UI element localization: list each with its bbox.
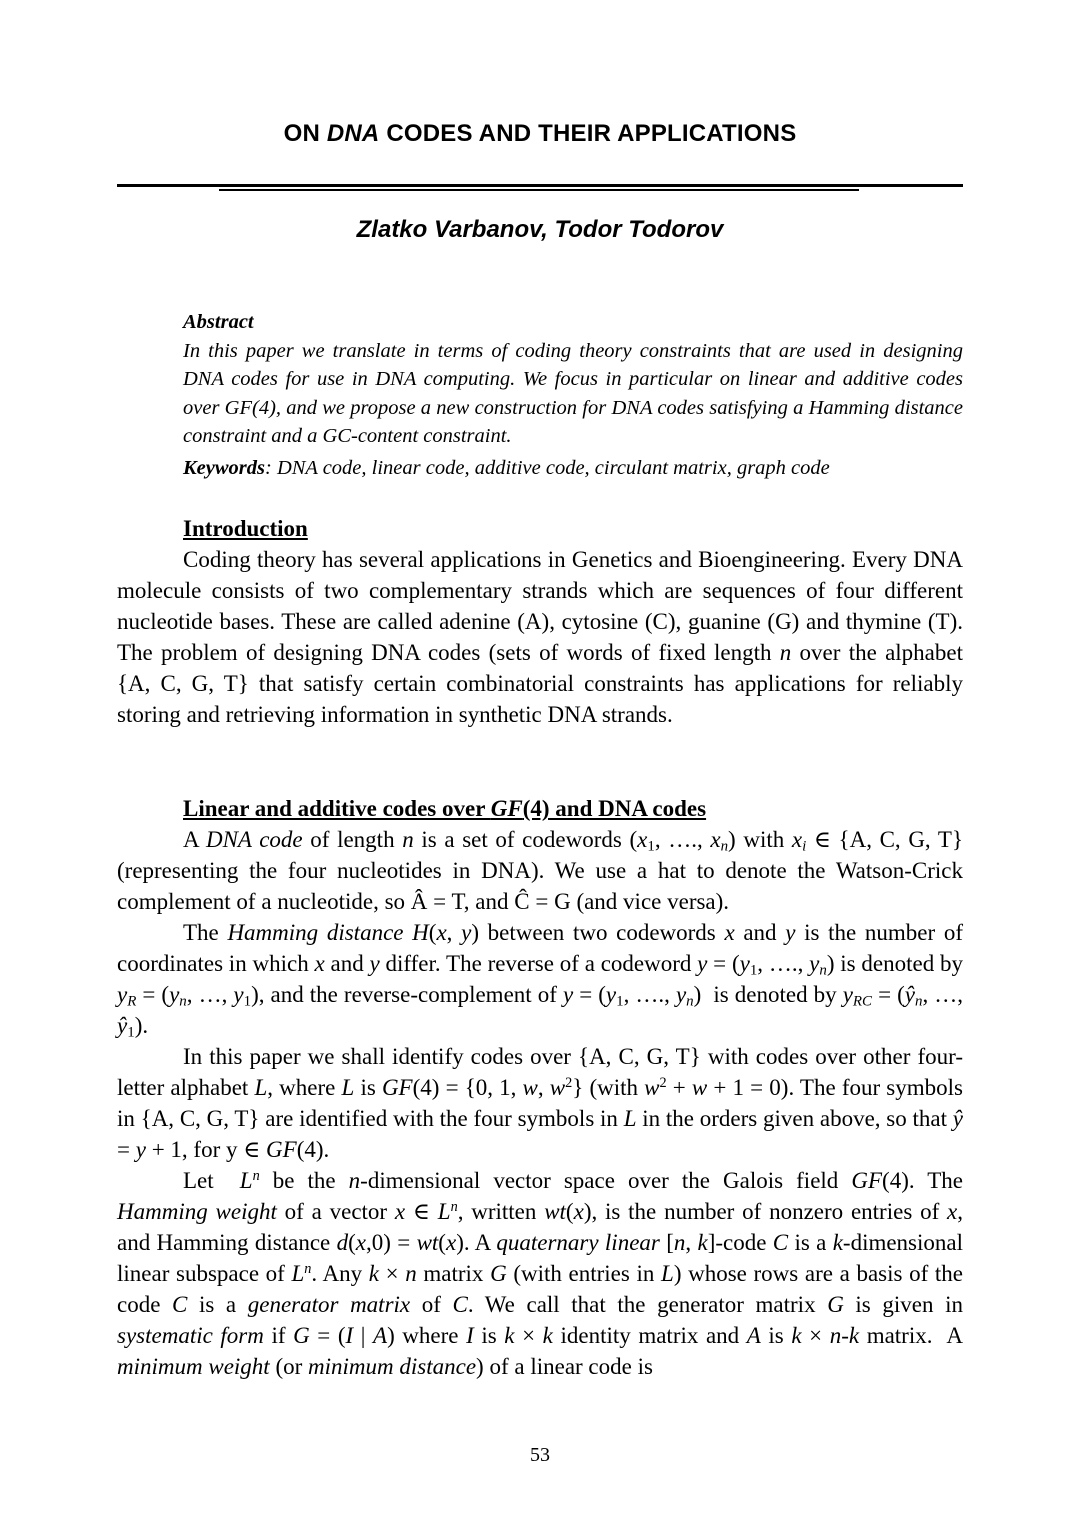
title-rule-bottom: [219, 189, 859, 191]
gf4-identification-paragraph: In this paper we shall identify codes over {A, C, G, T} with codes over other four-letter alphabet L, where L is GF(4) = {0, 1, w, $w^2$} (with $w^2 + w + 1 = 0$). The four symbols in {A, C, G, T} are identified with the four symbols in L in the orders given above, so that ŷ = y + 1, for y ∈ GF(4).: [117, 1044, 963, 1162]
paper-title: ON DNA CODES AND THEIR APPLICATIONS: [283, 120, 797, 147]
page-number: 53: [530, 1444, 550, 1466]
introduction-paragraph: Coding theory has several applications in Genetics and Bioengineering. Every DNA molecule consists of two complementary strands which are sequences of four different nucleotide bases. These are called adenine (A), cytosine (C), guanine (G) and thymine (T). The problem of designing DNA codes (sets of words of fixed length n over the alphabet {A, C, G, T} that satisfy certain combinatorial constraints has applications for reliably storing and retrieving information in synthetic DNA strands.: [117, 547, 963, 727]
keywords-label: Keywords: [183, 457, 265, 479]
abstract-text: In this paper we translate in terms of coding theory constraints that are used in designing DNA codes for use in DNA computing. We focus in particular on linear and additive codes over GF(4), and we propose a new construction for DNA codes satisfying a Hamming distance constraint and a GC-content constraint.: [183, 339, 963, 447]
dna-code-paragraph: A DNA code of length n is a set of codewords ($x_1$, …., $x_n$) with $x_i$ ∈ {A, C, G, T} (representing the four nucleotides in DNA). We use a hat to denote the Watson-Crick complement of a nucleotide, so Â = T, and Ĉ = G (and vice versa).: [117, 827, 963, 914]
linear-codes-section: [117, 793, 963, 1382]
keywords-text: : DNA code, linear code, additive code, circulant matrix, graph code: [265, 457, 830, 479]
introduction-heading: Introduction: [183, 516, 308, 541]
abstract: [183, 308, 963, 451]
vector-space-paragraph: Let $L^n$ be the n-dimensional vector space over the Galois field GF(4). The Hamming weight of a vector x ∈ $L^n$, written wt(x), is the number of nonzero entries of x, and Hamming distance d(x,0) = wt(x). A quaternary linear [n, k]-code C is a k-dimensional linear subspace of $L^n$. Any k × n matrix G (with entries in L) whose rows are a basis of the code C is a generator matrix of C. We call that the generator matrix G is given in systematic form if G = (I | A) where I is k × k identity matrix and A is k × n-k matrix. A minimum weight (or minimum distance) of a linear code is: [117, 1168, 964, 1379]
abstract-heading: Abstract: [183, 311, 254, 333]
keywords: [183, 454, 963, 482]
hamming-distance-paragraph: The Hamming distance H(x, y) between two codewords x and y is the number of coordinates in which x and y differ. The reverse of a codeword $y = (y_1$, …., $y_n$) is denoted by $y_R = (y_n$, …, $y_1$), and the reverse-complement of $y = (y_1$, …., $y_n$) is denoted by $y_{RC}$ = ($ŷ_n$, …, $ŷ_1$).: [117, 920, 963, 1041]
section-heading: Linear and additive codes over GF(4) and DNA codes: [183, 796, 707, 821]
authors: Zlatko Varbanov, Todor Todorov: [356, 216, 724, 243]
introduction-section: [117, 513, 963, 730]
title-rule-top: [117, 184, 963, 187]
